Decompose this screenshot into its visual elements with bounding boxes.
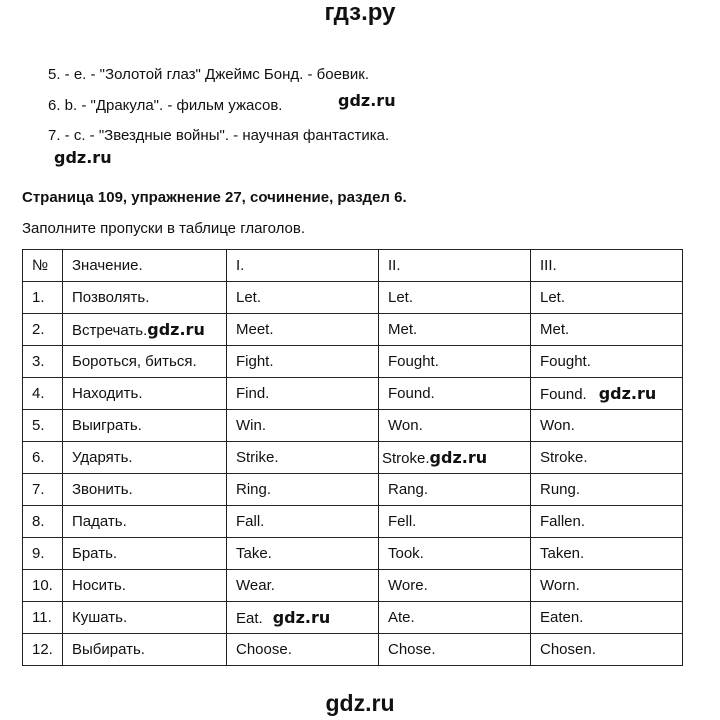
- cell-form-1: Fall.: [227, 506, 379, 538]
- cell-form-1: Wear.: [227, 570, 379, 602]
- cell-meaning: Носить.: [63, 570, 227, 602]
- cell-form-3: Taken.: [531, 538, 683, 570]
- cell-form-1: Take.: [227, 538, 379, 570]
- header-number: №: [23, 250, 63, 282]
- cell-meaning: Звонить.: [63, 474, 227, 506]
- cell-meaning: Кушать.: [63, 602, 227, 634]
- cell-form-2: Ate.: [379, 602, 531, 634]
- table-row: [23, 314, 683, 346]
- cell-number: 9.: [23, 538, 63, 570]
- cell-meaning: Выбирать.: [63, 634, 227, 666]
- header-meaning: Значение.: [63, 250, 227, 282]
- cell-form-3: [531, 378, 683, 410]
- table-row: [23, 538, 683, 570]
- cell-form-1: Find.: [227, 378, 379, 410]
- cell-form-3: Rung.: [531, 474, 683, 506]
- watermark: gdz.ru: [429, 448, 488, 467]
- cell-form-3: Chosen.: [531, 634, 683, 666]
- header-form-1: I.: [227, 250, 379, 282]
- cell-number: 6.: [23, 442, 63, 474]
- cell-form-3: Worn.: [531, 570, 683, 602]
- cell-number: 7.: [23, 474, 63, 506]
- site-header: гдз.ру: [324, 0, 396, 26]
- watermark: gdz.ru: [272, 608, 331, 627]
- cell-form-3: Won.: [531, 410, 683, 442]
- cell-form-1: Fight.: [227, 346, 379, 378]
- cell-number: 2.: [23, 314, 63, 346]
- cell-meaning: Ударять.: [63, 442, 227, 474]
- cell-meaning: Бороться, биться.: [63, 346, 227, 378]
- cell-meaning: Позволять.: [63, 282, 227, 314]
- answer-item-5: 5. - e. - "Золотой глаз" Джеймс Бонд. - боевик.: [48, 66, 370, 83]
- watermark: gdz.ru: [147, 320, 205, 339]
- header-form-2: II.: [379, 250, 531, 282]
- cell-form-2: Let.: [379, 282, 531, 314]
- cell-form-1: Strike.: [227, 442, 379, 474]
- cell-text: Встречать.: [72, 322, 148, 339]
- cell-number: 12.: [23, 634, 63, 666]
- watermark: gdz.ru: [598, 384, 657, 403]
- table-row: [23, 506, 683, 538]
- cell-meaning: Падать.: [63, 506, 227, 538]
- cell-form-2: Took.: [379, 538, 531, 570]
- table-row: [23, 570, 683, 602]
- table-header-row: [23, 250, 683, 282]
- cell-text: Stroke.: [382, 450, 430, 467]
- watermark: gdz.ru: [338, 91, 396, 110]
- cell-number: 5.: [23, 410, 63, 442]
- answer-item-6: 6. b. - "Дракула". - фильм ужасов.: [48, 97, 283, 114]
- cell-meaning: Брать.: [63, 538, 227, 570]
- table-row: [23, 346, 683, 378]
- cell-form-2: Fought.: [379, 346, 531, 378]
- footer-watermark: gdz.ru: [325, 690, 395, 716]
- cell-form-1: Win.: [227, 410, 379, 442]
- section-heading: Страница 109, упражнение 27, сочинение, раздел 6.: [22, 189, 407, 206]
- cell-form-1: Meet.: [227, 314, 379, 346]
- watermark: gdz.ru: [54, 148, 112, 167]
- cell-form-3: Fallen.: [531, 506, 683, 538]
- cell-number: 10.: [23, 570, 63, 602]
- table-row: [23, 410, 683, 442]
- answer-item-7: 7. - c. - "Звездные войны". - научная фантастика.: [48, 127, 390, 144]
- cell-number: 3.: [23, 346, 63, 378]
- cell-form-3: Eaten.: [531, 602, 683, 634]
- cell-form-2: Rang.: [379, 474, 531, 506]
- cell-form-2: Wore.: [379, 570, 531, 602]
- cell-meaning: Находить.: [63, 378, 227, 410]
- table-row: [23, 282, 683, 314]
- cell-text: Found.: [540, 386, 587, 403]
- cell-number: 11.: [23, 602, 63, 634]
- cell-form-1: [227, 602, 379, 634]
- cell-form-2: [379, 442, 531, 474]
- cell-form-2: Fell.: [379, 506, 531, 538]
- cell-number: 4.: [23, 378, 63, 410]
- cell-form-1: Let.: [227, 282, 379, 314]
- cell-meaning: Выиграть.: [63, 410, 227, 442]
- cell-form-1: Ring.: [227, 474, 379, 506]
- table-row: [23, 378, 683, 410]
- cell-meaning: [63, 314, 227, 346]
- cell-form-3: Met.: [531, 314, 683, 346]
- cell-form-2: Won.: [379, 410, 531, 442]
- cell-number: 8.: [23, 506, 63, 538]
- cell-form-3: Let.: [531, 282, 683, 314]
- table-row: [23, 602, 683, 634]
- table-row: [23, 442, 683, 474]
- instruction-text: Заполните пропуски в таблице глаголов.: [22, 220, 305, 237]
- cell-form-1: Choose.: [227, 634, 379, 666]
- cell-form-2: Met.: [379, 314, 531, 346]
- cell-form-3: Stroke.: [531, 442, 683, 474]
- cell-form-2: Chose.: [379, 634, 531, 666]
- cell-form-2: Found.: [379, 378, 531, 410]
- verb-table: [22, 249, 683, 666]
- cell-text: Eat.: [236, 610, 263, 627]
- table-row: [23, 474, 683, 506]
- header-form-3: III.: [531, 250, 683, 282]
- cell-form-3: Fought.: [531, 346, 683, 378]
- cell-number: 1.: [23, 282, 63, 314]
- table-row: [23, 634, 683, 666]
